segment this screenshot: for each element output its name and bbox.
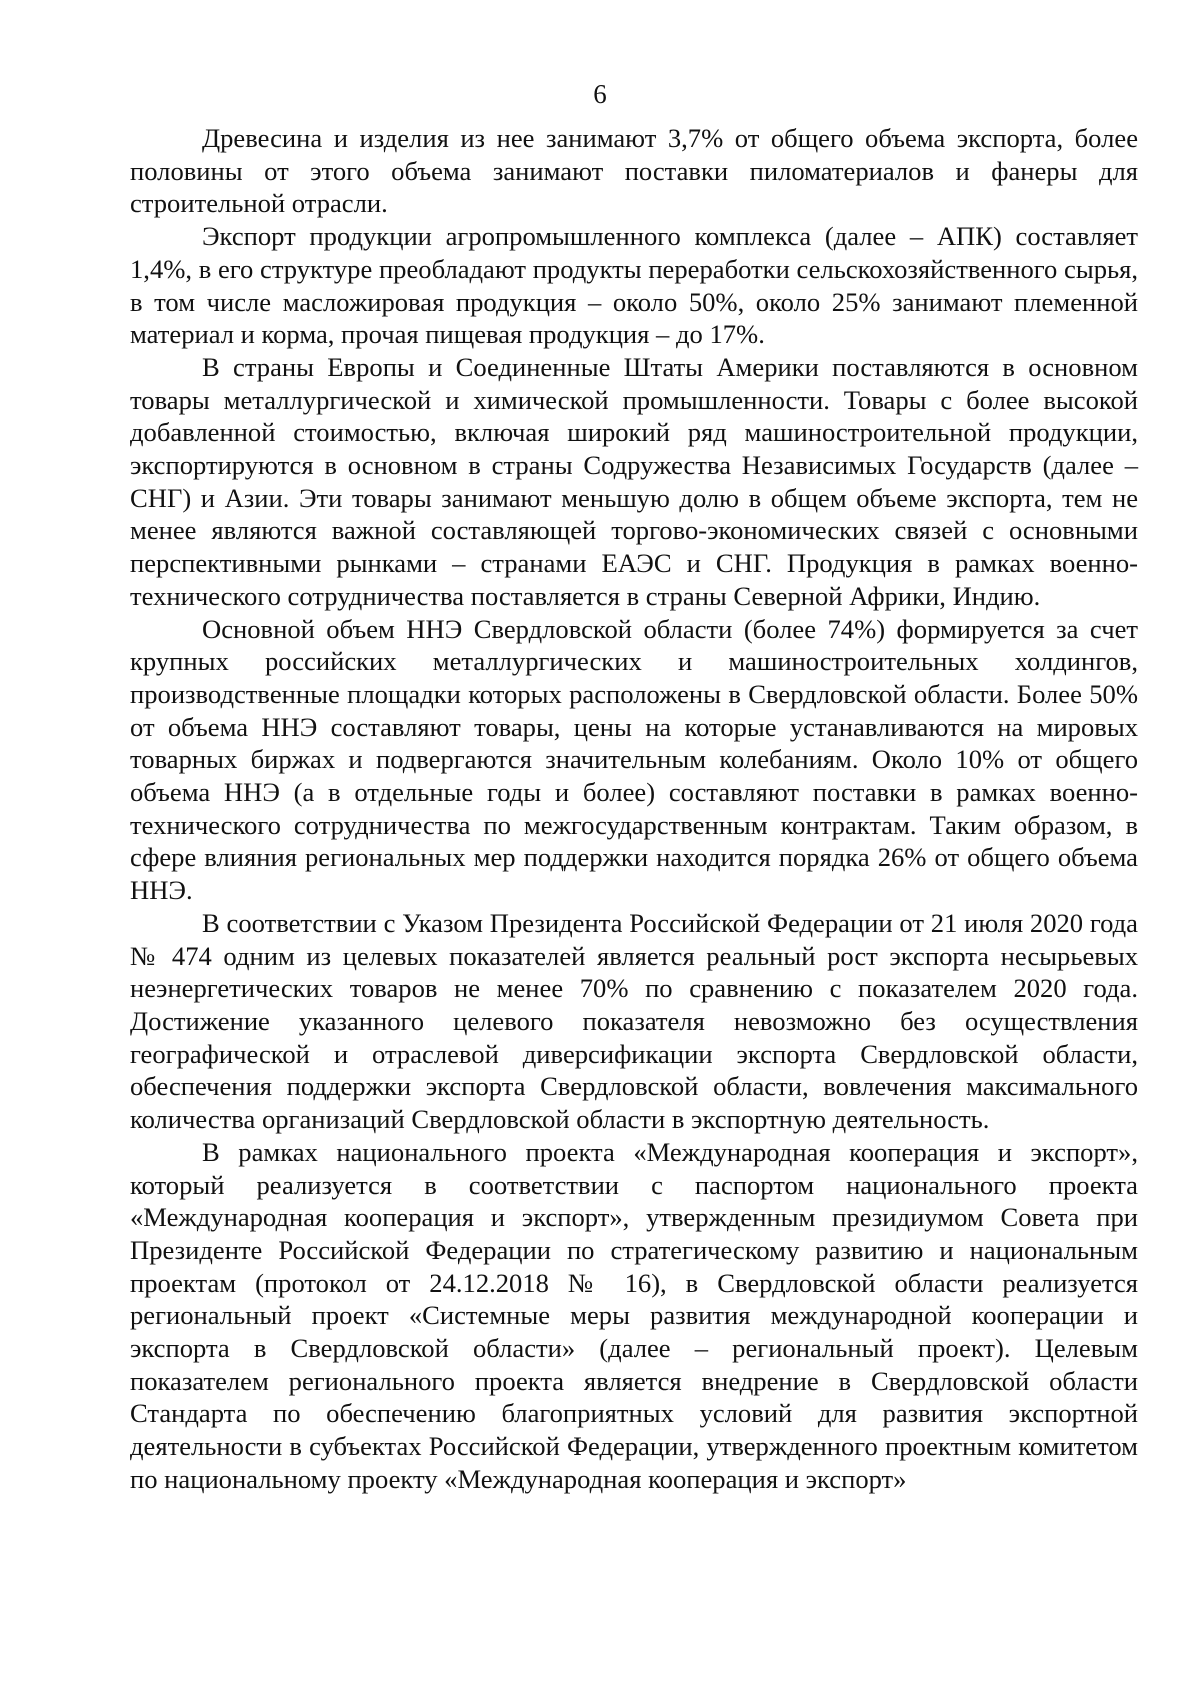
paragraph-nne-structure: Основной объем ННЭ Свердловской области (более 74%) формируется за счет крупных российских металлургических и машиностроительных холдингов, производственные площадки которых расположены в Свердловской области. Более 50% от объема ННЭ составляют товары, цены на которые устанавливаются на мировых товарных биржах и подвергаются значительным колебаниям. Около 10% от общего объема ННЭ (а в отдельные годы и более) составляют поставки в рамках военно-технического сотрудничества по межгосударственным контрактам. Таким образом, в сфере влияния региональных мер поддержки находится порядка 26% от общего объема ННЭ. bbox=[130, 613, 1138, 906]
page-number: 6 bbox=[593, 79, 607, 109]
paragraph-national-project: В рамках национального проекта «Международная кооперация и экспорт», который реализуется в соответствии с паспортом национального проекта «Международная кооперация и экспорт», утвержденным президиумом Совета при Президенте Российской Федерации по стратегическому развитию и национальным проектам (протокол от 24.12.2018 № 16), в Свердловской области реализуется региональный проект «Системные меры развития международной кооперации и экспорта в Свердловской области» (далее – региональный проект). Целевым показателем регионального проекта является внедрение в Свердловской области Стандарта по обеспечению благоприятных условий для развития экспортной деятельности в субъектах Российской Федерации, утвержденного проектным комитетом по национальному проекту «Международная кооперация и экспорт» bbox=[130, 1136, 1138, 1494]
paragraph-wood-export: Древесина и изделия из нее занимают 3,7% от общего объема экспорта, более половины от этого объема занимают поставки пиломатериалов и фанеры для строительной отрасли. bbox=[130, 123, 1138, 219]
paragraph-presidential-decree: В соответствии с Указом Президента Российской Федерации от 21 июля 2020 года № 474 одним из целевых показателей является реальный рост экспорта несырьевых неэнергетических товаров не менее 70% по сравнению с показателем 2020 года. Достижение указанного целевого показателя невозможно без осуществления географической и отраслевой диверсификации экспорта Свердловской области, обеспечения поддержки экспорта Свердловской области, вовлечения максимального количества организаций Свердловской области в экспортную деятельность. bbox=[130, 907, 1138, 1135]
paragraph-agro-export: Экспорт продукции агропромышленного комплекса (далее – АПК) составляет 1,4%, в его структуре преобладают продукты переработки сельскохозяйственного сырья, в том числе масложировая продукция – около 50%, около 25% занимают племенной материал и корма, прочая пищевая продукция – до 17%. bbox=[130, 221, 1138, 350]
body-text bbox=[130, 122, 1138, 1496]
paragraph-export-destinations: В страны Европы и Соединенные Штаты Америки поставляются в основном товары металлургической и химической промышленности. Товары с более высокой добавленной стоимостью, включая широкий ряд машиностроительной продукции, экспортируются в основном в страны Содружества Независимых Государств (далее – СНГ) и Азии. Эти товары занимают меньшую долю в общем объеме экспорта, тем не менее являются важной составляющей торгово-экономических связей с основными перспективными рынками – странами ЕАЭС и СНГ. Продукция в рамках военно-технического сотрудничества поставляется в страны Северной Африки, Индию. bbox=[130, 351, 1138, 611]
